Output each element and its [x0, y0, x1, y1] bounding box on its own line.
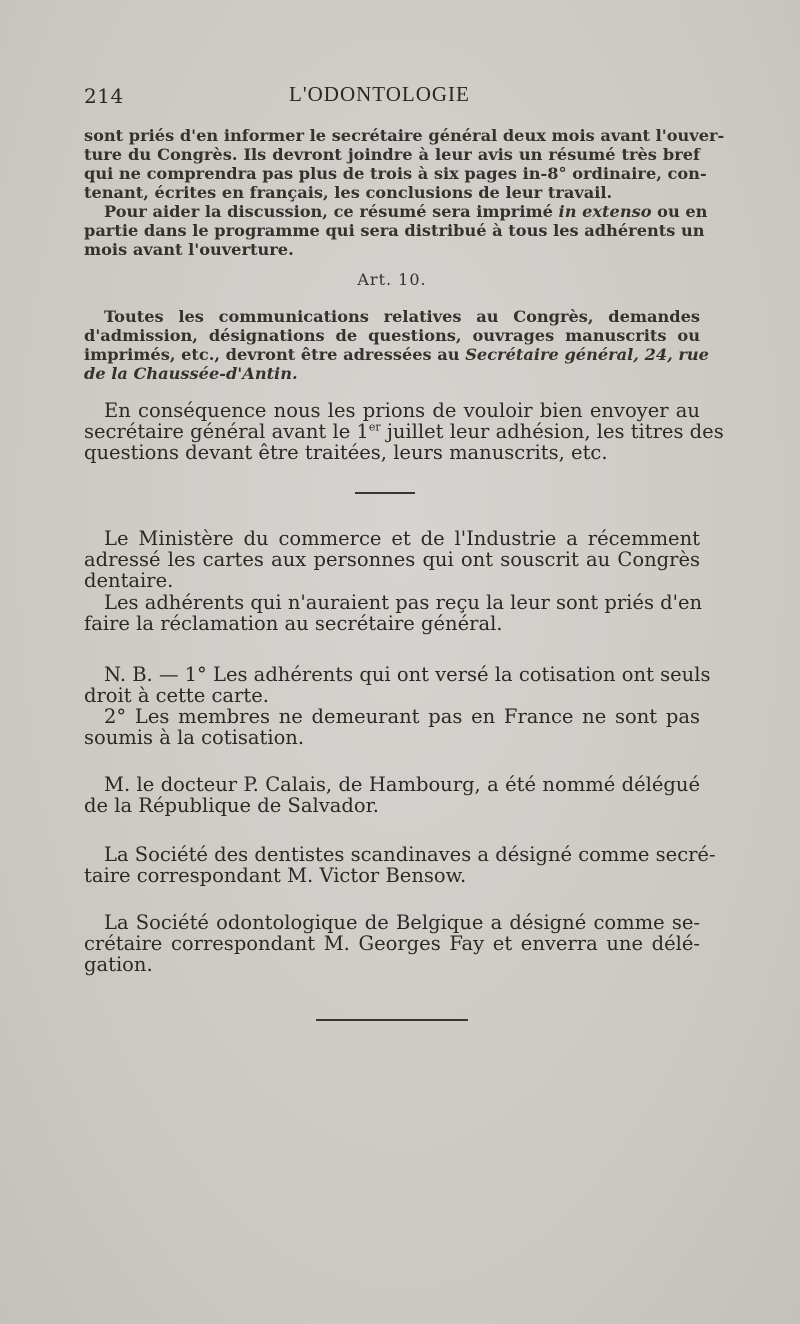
paragraph-consequence — [84, 399, 724, 464]
paragraph-claims — [84, 591, 703, 635]
text-line: gation. — [84, 953, 153, 976]
text-line: dentaire. — [84, 569, 174, 592]
running-head: L'ODONTOLOGIE — [289, 82, 470, 106]
text-line: Le Ministère du commerce et de l'Industrie a récemment — [104, 527, 700, 550]
text-line: adressé les cartes aux personnes qui ont souscrit au Congrès — [84, 548, 700, 571]
paragraph-calais — [84, 774, 700, 816]
text-line: taire correspondant M. Victor Bensow. — [84, 864, 467, 887]
text-line: d'admission, désignations de questions, ouvrages manuscrits ou — [84, 326, 700, 345]
italic-run: de la Chaussée-d'Antin. — [84, 364, 298, 383]
paragraph-nb — [84, 663, 711, 707]
paragraph-article-10 — [84, 307, 709, 383]
text-line: La Société des dentistes scandinaves a désigné comme secré- — [104, 843, 716, 866]
text-line: ture du Congrès. Ils devront joindre à leur avis un résumé très bref — [84, 145, 700, 164]
text-run: juillet leur adhésion, les titres des — [380, 420, 724, 443]
italic-run: in extenso — [558, 202, 652, 221]
paragraph-summary — [84, 202, 708, 259]
text-run: secrétaire général avant le 1 — [84, 420, 369, 443]
text-line: crétaire correspondant M. Georges Fay et enverra une délé- — [84, 932, 700, 955]
text-line: 2° Les membres ne demeurant pas en France ne sont pas — [104, 705, 700, 728]
text-line — [84, 345, 709, 364]
text-line: sont priés d'en informer le secrétaire général deux mois avant l'ouver- — [84, 126, 725, 145]
text-run: ou en — [651, 202, 708, 221]
text-line: La Société odontologique de Belgique a désigné comme se- — [104, 911, 700, 934]
italic-run: Secrétaire général, 24, rue — [465, 345, 709, 364]
paragraph-belgium — [84, 912, 700, 975]
superscript: er — [368, 420, 381, 434]
text-line: mois avant l'ouverture. — [84, 240, 294, 259]
text-line: faire la réclamation au secrétaire général. — [84, 612, 503, 635]
text-line: tenant, écrites en français, les conclusions de leur travail. — [84, 183, 613, 202]
text-line: Toutes les communications relatives au Congrès, demandes — [104, 307, 700, 326]
text-line: Les adhérents qui n'auraient pas reçu la leur sont priés d'en — [104, 591, 703, 614]
text-line: droit à cette carte. — [84, 684, 269, 707]
page-number: 214 — [84, 84, 124, 108]
text-run: Pour aider la discussion, ce résumé sera imprimé — [104, 202, 559, 221]
text-line: soumis à la cotisation. — [84, 726, 305, 749]
paragraph-scandinavian — [84, 843, 716, 887]
article-heading: Art. 10. — [357, 270, 427, 289]
paragraph-ministry — [84, 528, 700, 591]
text-line: questions devant être traitées, leurs manuscrits, etc. — [84, 441, 608, 464]
text-line — [84, 420, 724, 443]
text-line: N. B. — 1° Les adhérents qui ont versé la cotisation ont seuls — [104, 663, 711, 686]
text-line: En conséquence nous les prions de vouloir bien envoyer au — [104, 399, 700, 422]
text-line: de la République de Salvador. — [84, 794, 379, 817]
text-line: qui ne comprendra pas plus de trois à six pages in-8° ordinaire, con- — [84, 164, 707, 183]
end-rule — [316, 1019, 468, 1021]
paragraph-membership — [84, 706, 700, 748]
page-header — [84, 80, 700, 112]
paragraph-continuation — [84, 126, 725, 202]
text-line: M. le docteur P. Calais, de Hambourg, a été nommé délégué — [104, 773, 700, 796]
section-rule — [355, 492, 415, 494]
text-line — [84, 202, 708, 221]
text-line — [84, 364, 700, 383]
text-line: partie dans le programme qui sera distribué à tous les adhérents un — [84, 221, 705, 240]
text-run: imprimés, etc., devront être adressées au — [84, 345, 466, 364]
